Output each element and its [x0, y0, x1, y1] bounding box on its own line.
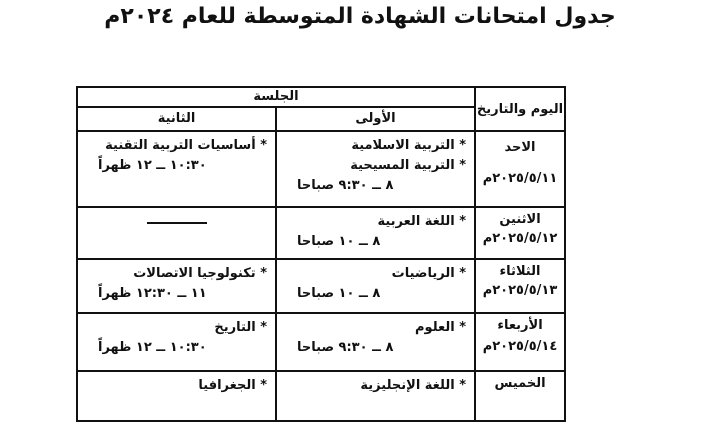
subject: * الرياضيات — [391, 266, 466, 281]
subject: * تكنولوجيا الاتصالات — [133, 266, 267, 281]
table-row — [77, 131, 565, 207]
session-time: ٨ ــ ٩:٣٠ صباحا — [297, 178, 394, 193]
day-date: ٢٠٢٥/٥/١١م — [482, 171, 558, 186]
second-session-cell — [77, 131, 276, 207]
table-row — [77, 371, 565, 421]
day-date: ٢٠٢٥/٥/١٤م — [482, 339, 558, 354]
header-session: الجلسة — [77, 87, 475, 107]
exam-schedule-table — [76, 86, 566, 422]
subject: * التاريخ — [214, 320, 267, 335]
day-name: الاثنين — [499, 212, 541, 227]
first-session-cell — [276, 131, 475, 207]
day-name: الأربعاء — [497, 318, 543, 333]
day-cell — [475, 259, 565, 313]
second-session-cell — [77, 371, 276, 421]
header-first-session: الأولى — [276, 107, 475, 131]
day-cell — [475, 371, 565, 421]
day-cell — [475, 313, 565, 371]
table-row — [77, 313, 565, 371]
first-session-cell — [276, 207, 475, 259]
second-session-cell — [77, 207, 276, 259]
session-time: ٨ ــ ١٠ صباحا — [297, 286, 381, 301]
session-time: ٨ ــ ٩:٣٠ صباحا — [297, 340, 394, 355]
day-cell — [475, 131, 565, 207]
first-session-cell — [276, 259, 475, 313]
page-title: جدول امتحانات الشهادة المتوسطة للعام ٢٠٢٤م — [104, 4, 616, 29]
header-row — [77, 87, 565, 107]
first-session-cell — [276, 313, 475, 371]
header-day-date: اليوم والتاريخ — [475, 87, 565, 131]
session-time: ١٠:٣٠ ــ ١٢ ظهراً — [98, 340, 207, 355]
day-cell — [475, 207, 565, 259]
second-session-cell — [77, 313, 276, 371]
day-name: الاحد — [504, 140, 536, 155]
session-time: ٨ ــ ١٠ صباحا — [297, 234, 381, 249]
subject: * التربية الاسلامية — [351, 138, 466, 153]
day-name: الخميس — [494, 376, 546, 391]
header-second-session: الثانية — [77, 107, 276, 131]
session-time: ١١ ــ ١٢:٣٠ ظهراً — [98, 286, 207, 301]
day-date: ٢٠٢٥/٥/١٢م — [482, 231, 558, 246]
session-time: ١٠:٣٠ ــ ١٢ ظهراً — [98, 158, 207, 173]
subject: * العلوم — [415, 320, 466, 335]
table-row — [77, 207, 565, 259]
second-session-cell — [77, 259, 276, 313]
day-date: ٢٠٢٥/٥/١٣م — [482, 283, 558, 298]
first-session-cell — [276, 371, 475, 421]
empty-dash — [147, 222, 207, 224]
subject: * أساسيات التربية التقنية — [105, 138, 267, 153]
subject: * التربية المسيحية — [350, 158, 466, 173]
subject: * اللغة العربية — [377, 214, 466, 229]
subject: * الجغرافيا — [198, 378, 267, 393]
subject: * اللغة الإنجليزية — [360, 378, 466, 393]
table-row — [77, 259, 565, 313]
day-name: الثلاثاء — [499, 264, 541, 279]
